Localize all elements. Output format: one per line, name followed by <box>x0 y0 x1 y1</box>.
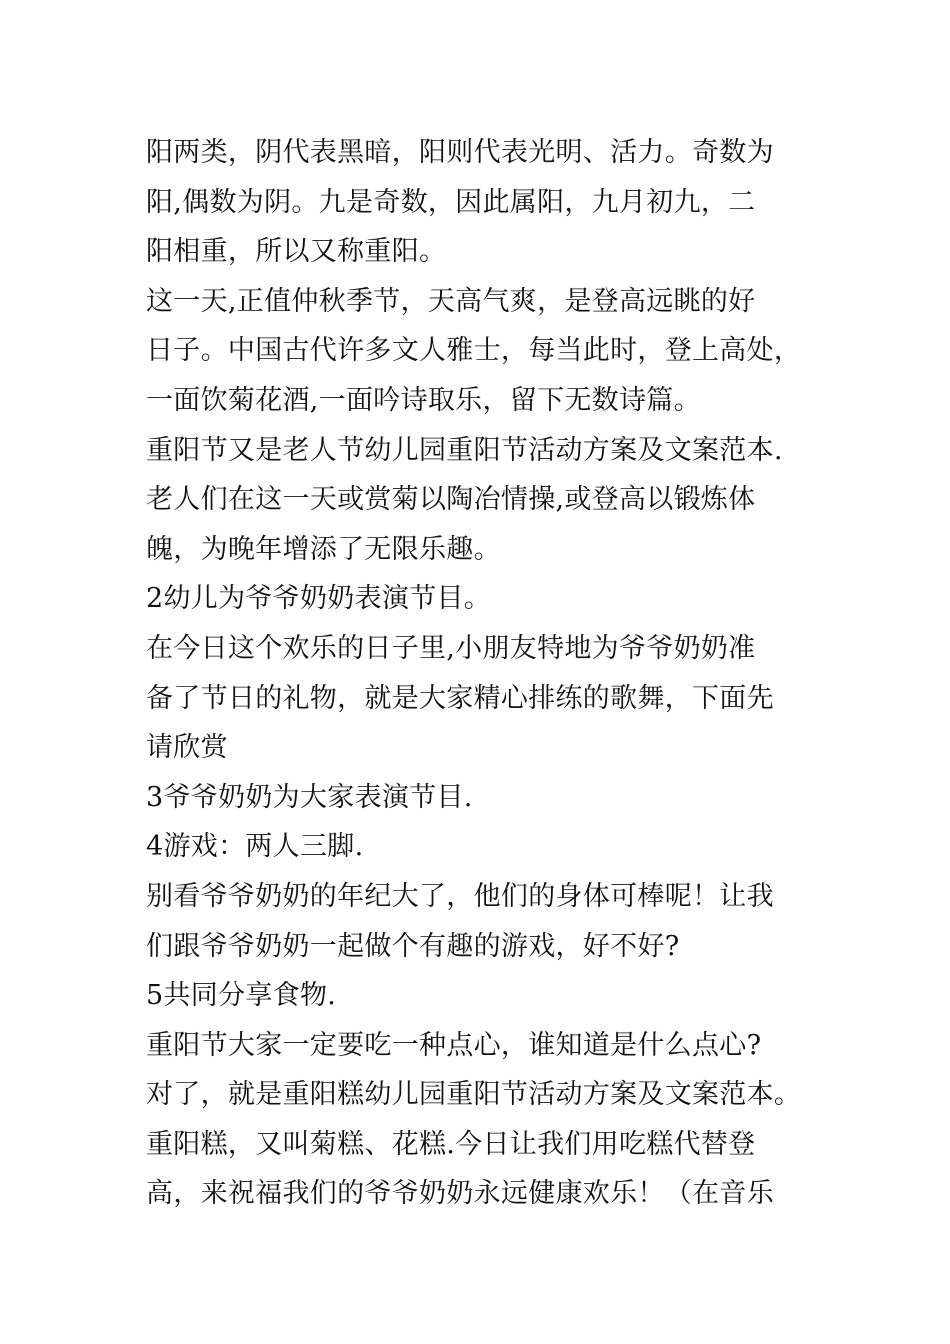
text-line: 阳相重，所以又称重阳。 <box>146 236 447 268</box>
text-line: 高，来祝福我们的爷爷奶奶永远健康欢乐！（在音乐 <box>146 1178 774 1210</box>
text-line: 请欣赏 <box>146 732 228 764</box>
text-line: 一面饮菊花酒,一面吟诗取乐，留下无数诗篇。 <box>146 384 701 416</box>
text-line: 老人们在这一天或赏菊以陶冶情操,或登高以锻炼体 <box>146 484 756 516</box>
text-line: 对了，就是重阳糕幼儿园重阳节活动方案及文案范本。 <box>146 1079 802 1111</box>
text-line: 3爷爷奶奶为大家表演节目. <box>146 781 473 813</box>
text-line: 别看爷爷奶奶的年纪大了，他们的身体可棒呢！让我 <box>146 880 774 912</box>
text-line: 这一天,正值仲秋季节，天高气爽，是登高远眺的好 <box>146 285 756 317</box>
text-line: 重阳节大家一定要吃一种点心，谁知道是什么点心? <box>146 1029 762 1061</box>
text-line: 5共同分享食物. <box>146 980 337 1012</box>
text-line: 重阳糕，又叫菊糕、花糕.今日让我们用吃糕代替登 <box>146 1128 756 1160</box>
text-line: 2幼儿为爷爷奶奶表演节目。 <box>146 583 492 615</box>
text-line: 阳,偶数为阴。九是奇数，因此属阳，九月初九，二 <box>146 186 756 218</box>
document-body <box>146 128 846 1219</box>
text-line: 日子。中国古代许多文人雅士，每当此时，登上高处， <box>146 335 802 367</box>
text-line: 4游戏：两人三脚. <box>146 831 364 863</box>
text-line: 们跟爷爷奶奶一起做个有趣的游戏，好不好? <box>146 930 680 962</box>
text-line: 在今日这个欢乐的日子里,小朋友特地为爷爷奶奶准 <box>146 632 756 664</box>
text-line: 魄，为晚年增添了无限乐趣。 <box>146 533 501 565</box>
text-line: 重阳节又是老人节幼儿园重阳节活动方案及文案范本. <box>146 434 783 466</box>
text-line: 阳两类，阴代表黑暗，阳则代表光明、活力。奇数为 <box>146 137 774 168</box>
text-line: 备了节日的礼物，就是大家精心排练的歌舞，下面先 <box>146 682 774 714</box>
